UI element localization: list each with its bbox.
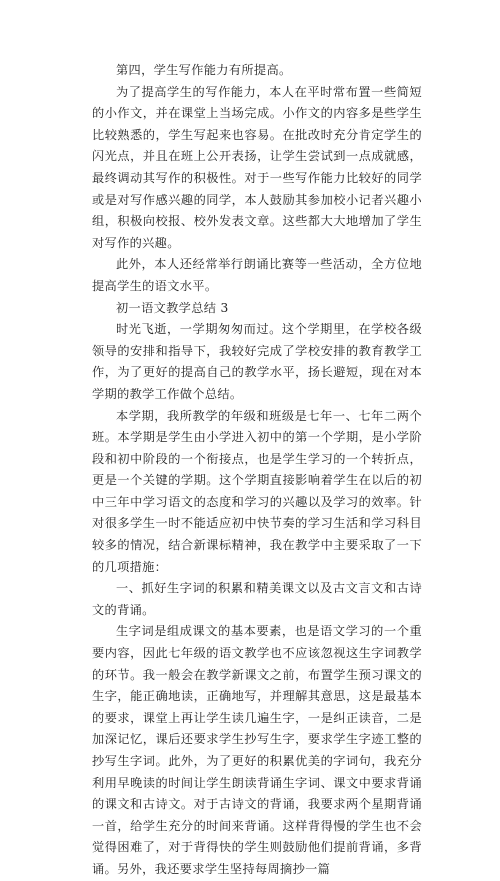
paragraph-classes-taught: 本学期，我所教学的年级和班级是七年一、七年二两个班。本学期是学生由小学进入初中的第一个学期，是小学阶段和初中阶段的一个衔接点，也是学生学习的一个转折点，更是一个关键的学期。这个学期直接影响着学生在以后的初中三年中学习语文的态度和学习的兴趣以及学习的效率。针对很多学生一时不能适应初中快节奏的学习生活和学习科目较多的情况，结合新课标精神，我在教学中主要采取了一下的几项措施： [92, 408, 422, 574]
paragraph-section-four-heading: 第四，学生写作能力有所提高。 [116, 63, 292, 77]
paragraph-measure-one-heading: 一、抓好生字词的积累和精美课文以及古文言文和古诗文的背诵。 [92, 581, 422, 617]
section-title-summary-3: 初一语文教学总结 3 [116, 300, 229, 315]
paragraph-writing-ability: 为了提高学生的写作能力，本人在平时常布置一些简短的小作文，并在课堂上当场完成。小作文的内容多是些学生比较熟悉的，学生写起来也容易。在批改时充分肯定学生的闪光点，并且在班上公开表扬，让学生尝试到一点成就感，最终调动其写作的积极性。对于一些写作能力比较好的同学或是对写作感兴趣的同学，本人鼓励其参加校小记者兴趣小组，积极向校报、校外发表文章。这些都大大地增加了学生对写作的兴趣。 [92, 84, 422, 250]
paragraph-recitation-contest: 此外，本人还经常举行朗诵比赛等一些活动，全方位地提高学生的语文水平。 [92, 257, 422, 293]
document-body [92, 60, 422, 881]
paragraph-semester-intro: 时光飞逝，一学期匆匆而过。这个学期里，在学校各级领导的安排和指导下，我较好完成了学校安排的教育教学工作，为了更好的提高自己的教学水平，扬长避短，现在对本学期的教学工作做个总结。 [92, 322, 422, 401]
paragraph-vocabulary-teaching: 生字词是组成课文的基本要素，也是语文学习的一个重要内容，因此七年级的语文教学也不应该忽视这生字词教学的环节。我一般会在教学新课文之前，布置学生预习课文的生字，能正确地读，正确地写，并理解其意思，这是最基本的要求，课堂上再让学生读几遍生字，一是纠正读音，二是加深记忆，课后还要求学生抄写生字，要求学生字迹工整的抄写生字词。此外，为了更好的积累优美的字词句，我充分利用早晚读的时间让学生朗读背诵生字词、课文中要求背诵的课文和古诗文。对于古诗文的背诵，我要求两个星期背诵一首，给学生充分的时间来背诵。这样背得慢的学生也不会觉得困难了，对于背得快的学生则鼓励他们提前背诵，多背诵。另外，我还要求学生坚持每周摘抄一篇 [92, 624, 422, 876]
